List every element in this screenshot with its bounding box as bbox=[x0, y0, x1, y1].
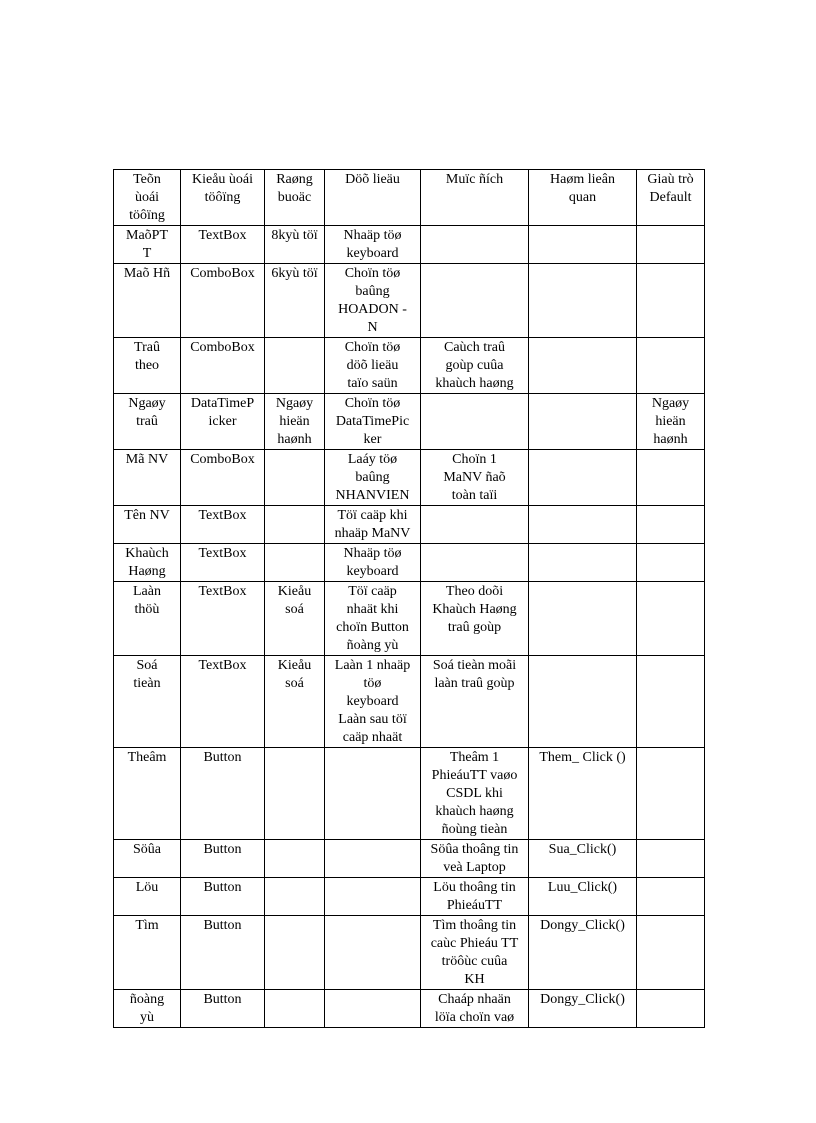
cell-purpose: Theâm 1 PhieáuTT vaøo CSDL khi khaùch haøng ñoùng tieàn bbox=[421, 748, 529, 840]
table-row bbox=[114, 544, 705, 582]
cell-object-type: ComboBox bbox=[181, 338, 265, 394]
cell-purpose: Theo doõi Khaùch Haøng traû goùp bbox=[421, 582, 529, 656]
cell-purpose: Chaáp nhaän löïa choïn vaø bbox=[421, 990, 529, 1028]
cell-related-function: Sua_Click() bbox=[529, 840, 637, 878]
cell-object-type: ComboBox bbox=[181, 264, 265, 338]
table-row bbox=[114, 506, 705, 544]
cell-purpose: Söûa thoâng tin veà Laptop bbox=[421, 840, 529, 878]
cell-related-function: Them_ Click () bbox=[529, 748, 637, 840]
cell-data bbox=[325, 990, 421, 1028]
cell-object-name: Khaùch Haøng bbox=[114, 544, 181, 582]
cell-object-name: ñoàng yù bbox=[114, 990, 181, 1028]
table-row bbox=[114, 394, 705, 450]
cell-constraint: Ngaøy hieän haønh bbox=[265, 394, 325, 450]
cell-related-function: Dongy_Click() bbox=[529, 990, 637, 1028]
cell-object-type: Button bbox=[181, 990, 265, 1028]
cell-constraint bbox=[265, 840, 325, 878]
table-row bbox=[114, 582, 705, 656]
cell-default-value bbox=[637, 916, 705, 990]
header-data: Döõ lieäu bbox=[325, 170, 421, 226]
cell-object-type: DataTimeP icker bbox=[181, 394, 265, 450]
cell-constraint bbox=[265, 544, 325, 582]
cell-default-value bbox=[637, 840, 705, 878]
cell-constraint bbox=[265, 450, 325, 506]
cell-purpose bbox=[421, 264, 529, 338]
cell-purpose: Choïn 1 MaNV ñaõ toàn taïi bbox=[421, 450, 529, 506]
cell-default-value bbox=[637, 338, 705, 394]
cell-object-type: TextBox bbox=[181, 582, 265, 656]
table-row bbox=[114, 878, 705, 916]
cell-related-function bbox=[529, 544, 637, 582]
cell-constraint bbox=[265, 990, 325, 1028]
cell-data bbox=[325, 878, 421, 916]
cell-object-name: Löu bbox=[114, 878, 181, 916]
cell-object-name: Laàn thöù bbox=[114, 582, 181, 656]
cell-data: Nhaäp töø keyboard bbox=[325, 544, 421, 582]
cell-related-function bbox=[529, 582, 637, 656]
cell-related-function bbox=[529, 450, 637, 506]
cell-default-value bbox=[637, 582, 705, 656]
cell-data bbox=[325, 748, 421, 840]
cell-purpose bbox=[421, 544, 529, 582]
cell-object-type: TextBox bbox=[181, 226, 265, 264]
cell-data: Laàn 1 nhaäp töø keyboard Laàn sau töï caäp nhaät bbox=[325, 656, 421, 748]
cell-related-function: Dongy_Click() bbox=[529, 916, 637, 990]
cell-object-name: Maõ Hñ bbox=[114, 264, 181, 338]
table-row bbox=[114, 226, 705, 264]
header-object-type: Kieåu ùoái töôïng bbox=[181, 170, 265, 226]
cell-purpose bbox=[421, 226, 529, 264]
cell-data: Töï caäp khi nhaäp MaNV bbox=[325, 506, 421, 544]
cell-object-type: TextBox bbox=[181, 506, 265, 544]
table-row bbox=[114, 840, 705, 878]
cell-data: Nhaäp töø keyboard bbox=[325, 226, 421, 264]
table-row bbox=[114, 338, 705, 394]
cell-purpose: Soá tieàn moãi laàn traû goùp bbox=[421, 656, 529, 748]
cell-object-name: Söûa bbox=[114, 840, 181, 878]
cell-data bbox=[325, 916, 421, 990]
cell-object-name: Soá tieàn bbox=[114, 656, 181, 748]
cell-related-function bbox=[529, 338, 637, 394]
cell-default-value bbox=[637, 544, 705, 582]
cell-object-type: Button bbox=[181, 840, 265, 878]
cell-constraint bbox=[265, 338, 325, 394]
cell-purpose: Löu thoâng tin PhieáuTT bbox=[421, 878, 529, 916]
cell-object-type: TextBox bbox=[181, 656, 265, 748]
cell-purpose bbox=[421, 506, 529, 544]
cell-data: Choïn töø döõ lieäu taïo saün bbox=[325, 338, 421, 394]
cell-related-function bbox=[529, 264, 637, 338]
cell-data: Choïn töø baûng HOADON - N bbox=[325, 264, 421, 338]
cell-object-name: Traû theo bbox=[114, 338, 181, 394]
table-row bbox=[114, 450, 705, 506]
cell-object-name: Mã NV bbox=[114, 450, 181, 506]
cell-default-value bbox=[637, 748, 705, 840]
cell-object-name: Tìm bbox=[114, 916, 181, 990]
object-spec-table bbox=[113, 169, 705, 1028]
table-row bbox=[114, 748, 705, 840]
cell-related-function bbox=[529, 656, 637, 748]
cell-purpose: Caùch traû goùp cuûa khaùch haøng bbox=[421, 338, 529, 394]
cell-constraint: Kieåu soá bbox=[265, 656, 325, 748]
cell-purpose bbox=[421, 394, 529, 450]
cell-default-value: Ngaøy hieän haønh bbox=[637, 394, 705, 450]
cell-object-name: Tên NV bbox=[114, 506, 181, 544]
cell-default-value bbox=[637, 506, 705, 544]
cell-data: Choïn töø DataTimePic ker bbox=[325, 394, 421, 450]
cell-related-function bbox=[529, 226, 637, 264]
cell-default-value bbox=[637, 990, 705, 1028]
cell-default-value bbox=[637, 450, 705, 506]
cell-constraint bbox=[265, 506, 325, 544]
cell-object-name: Theâm bbox=[114, 748, 181, 840]
header-constraint: Raøng buoäc bbox=[265, 170, 325, 226]
cell-related-function: Luu_Click() bbox=[529, 878, 637, 916]
cell-object-type: Button bbox=[181, 748, 265, 840]
cell-related-function bbox=[529, 506, 637, 544]
cell-default-value bbox=[637, 264, 705, 338]
table-row bbox=[114, 264, 705, 338]
cell-purpose: Tìm thoâng tin caùc Phieáu TT tröôùc cuûa KH bbox=[421, 916, 529, 990]
cell-default-value bbox=[637, 878, 705, 916]
cell-object-name: Ngaøy traû bbox=[114, 394, 181, 450]
cell-object-name: MaõPT T bbox=[114, 226, 181, 264]
cell-constraint bbox=[265, 916, 325, 990]
cell-object-type: ComboBox bbox=[181, 450, 265, 506]
cell-data bbox=[325, 840, 421, 878]
table-row bbox=[114, 916, 705, 990]
header-purpose: Muïc ñích bbox=[421, 170, 529, 226]
header-related-function: Haøm lieân quan bbox=[529, 170, 637, 226]
header-object-name: Teõn ùoái töôïng bbox=[114, 170, 181, 226]
cell-data: Laáy töø baûng NHANVIEN bbox=[325, 450, 421, 506]
cell-data: Töï caäp nhaät khi choïn Button ñoàng yù bbox=[325, 582, 421, 656]
cell-constraint bbox=[265, 748, 325, 840]
cell-default-value bbox=[637, 226, 705, 264]
cell-related-function bbox=[529, 394, 637, 450]
cell-object-type: TextBox bbox=[181, 544, 265, 582]
cell-constraint bbox=[265, 878, 325, 916]
table-header-row bbox=[114, 170, 705, 226]
header-default-value: Giaù trò Default bbox=[637, 170, 705, 226]
cell-constraint: Kieåu soá bbox=[265, 582, 325, 656]
table-row bbox=[114, 990, 705, 1028]
table-row bbox=[114, 656, 705, 748]
cell-object-type: Button bbox=[181, 878, 265, 916]
cell-constraint: 6kyù töï bbox=[265, 264, 325, 338]
cell-object-type: Button bbox=[181, 916, 265, 990]
cell-default-value bbox=[637, 656, 705, 748]
cell-constraint: 8kyù töï bbox=[265, 226, 325, 264]
